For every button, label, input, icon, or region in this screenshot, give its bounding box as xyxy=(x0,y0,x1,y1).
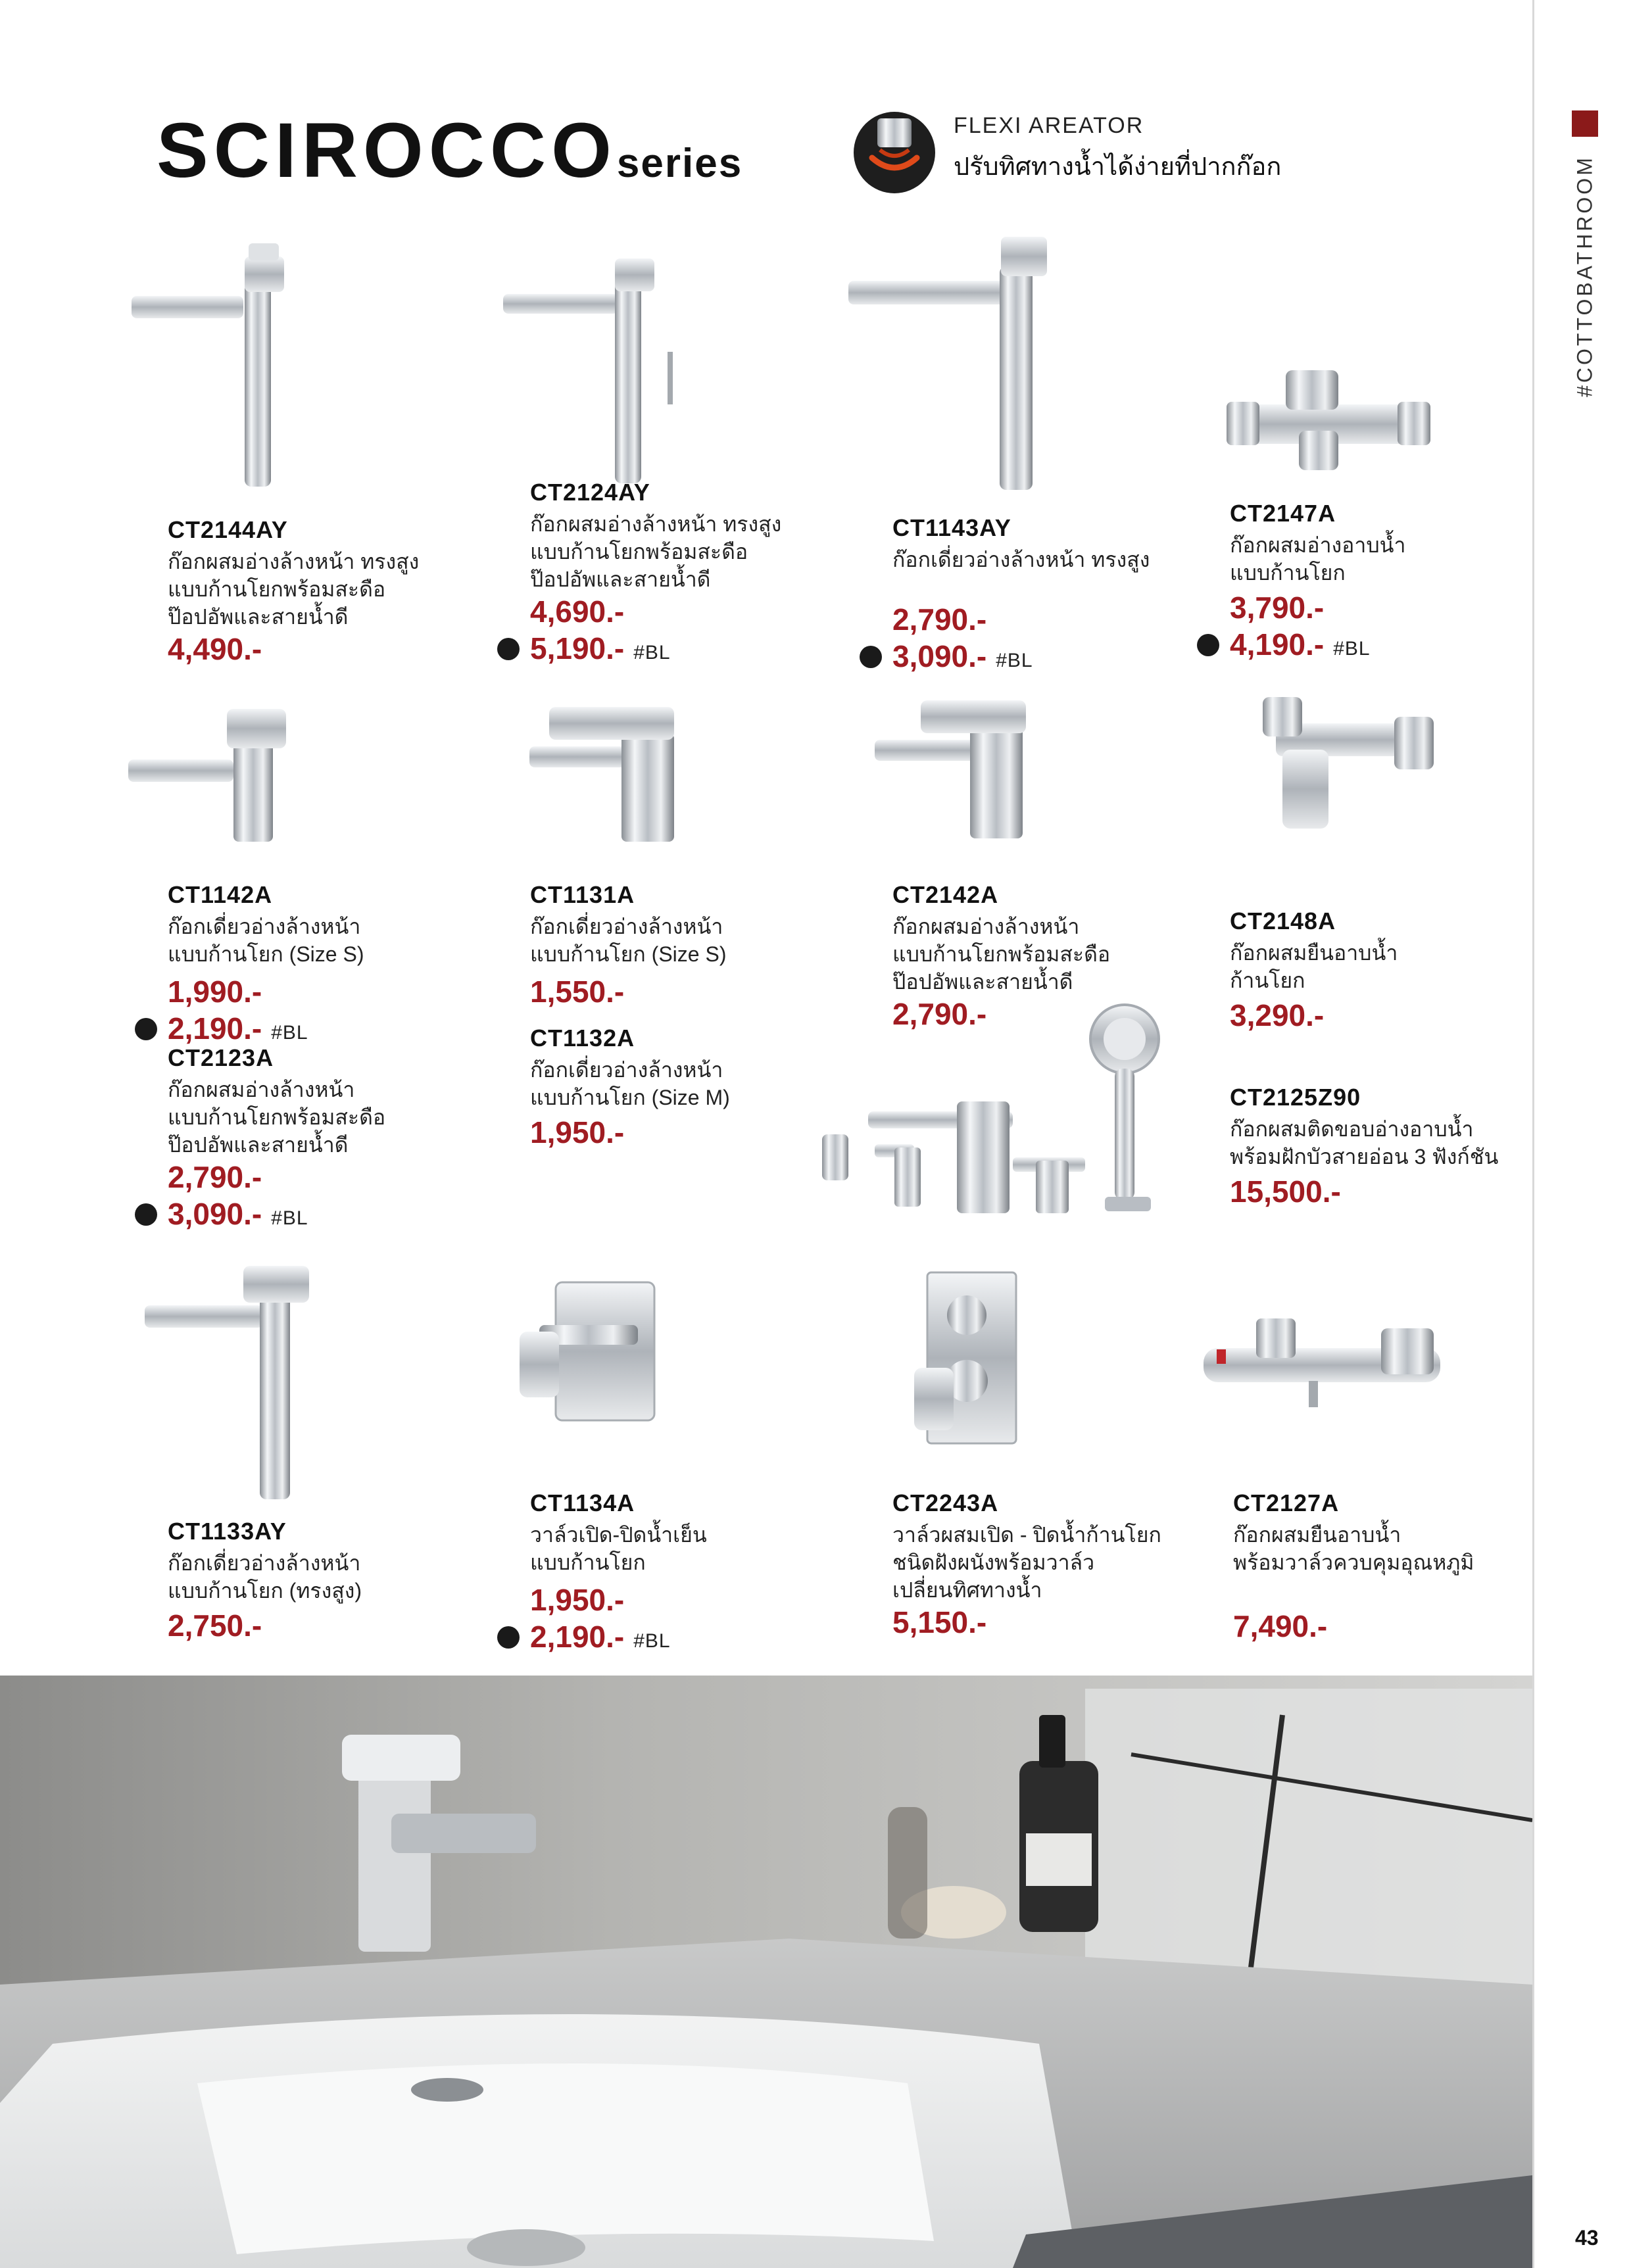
faucet-ct1133ay-image xyxy=(145,1266,316,1503)
product-price: 2,790.- xyxy=(892,602,987,637)
product-description xyxy=(168,1076,385,1159)
product-ct2125z90 xyxy=(1230,1084,1498,1210)
valve-ct1134a-image xyxy=(520,1279,658,1424)
product-description xyxy=(1233,1521,1474,1576)
black-finish-dot xyxy=(135,1203,157,1226)
series-suffix: series xyxy=(616,141,743,186)
product-description xyxy=(530,1521,707,1576)
desc-line: ก๊อกผสมอ่างล้างหน้า xyxy=(892,915,1080,938)
black-finish-dot xyxy=(497,1626,520,1649)
faucet-ct1131a-image xyxy=(529,707,687,848)
desc-line: ก๊อกเดี่ยวอ่างล้างหน้า ทรงสูง xyxy=(892,548,1150,571)
desc-line: ป๊อปอัพและสายน้ำดี xyxy=(530,567,711,591)
desc-line: ก๊อกเดี่ยวอ่างล้างหน้า xyxy=(168,915,361,938)
faucet-ct2144ay-image xyxy=(125,243,316,493)
product-code: CT2147A xyxy=(1230,500,1336,527)
product-code: CT1132A xyxy=(530,1025,635,1051)
product-price: 1,950.- xyxy=(530,1115,625,1149)
desc-line: แบบก้านโยกพร้อมสะดือ xyxy=(892,942,1111,966)
product-code: CT2142A xyxy=(892,881,999,908)
product-ct2147a xyxy=(1230,500,1406,667)
price-bl-value: 3,090.- xyxy=(168,1197,262,1231)
faucet-ct2125z90-image xyxy=(816,1003,1184,1220)
black-finish-dot xyxy=(497,638,520,660)
desc-line: ก๊อกผสมติดขอบอ่างอาบน้ำ xyxy=(1230,1117,1474,1141)
product-price-black xyxy=(530,1618,707,1660)
product-ct1133ay xyxy=(168,1518,362,1644)
desc-line: แบบก้านโยก (ทรงสูง) xyxy=(168,1579,362,1603)
product-description xyxy=(530,510,781,593)
desc-line: แบบก้านโยก (Size M) xyxy=(530,1086,730,1109)
product-code: CT2144AY xyxy=(168,516,288,543)
product-price: 7,490.- xyxy=(1233,1609,1328,1643)
faucet-ct2147a-image xyxy=(1227,365,1430,480)
product-description xyxy=(1230,531,1406,587)
desc-line: ก๊อกผสมอ่างล้างหน้า ทรงสูง xyxy=(530,512,782,536)
product-price: 15,500.- xyxy=(1230,1174,1341,1209)
aerator-icon xyxy=(854,112,935,193)
product-description xyxy=(530,913,726,968)
product-ct1134a xyxy=(530,1489,707,1660)
product-code: CT2124AY xyxy=(530,479,650,506)
valve-ct2243a-image xyxy=(914,1269,1019,1447)
product-ct1131a xyxy=(530,881,726,1010)
desc-line: ก๊อกผสมอ่างอาบน้ำ xyxy=(1230,533,1406,557)
thermostatic-ct2127a-image xyxy=(1204,1315,1447,1414)
product-ct2148a xyxy=(1230,907,1398,1034)
page-margin-rule xyxy=(1532,0,1534,2268)
product-price: 3,290.- xyxy=(1230,998,1325,1032)
product-ct2243a xyxy=(892,1489,1161,1641)
aerator-description: ปรับทิศทางน้ำได้ง่ายที่ปากก๊อก xyxy=(954,153,1282,181)
price-bl-value: 3,090.- xyxy=(892,639,987,673)
product-price: 4,490.- xyxy=(168,632,262,666)
faucet-ct2148a-image xyxy=(1263,697,1434,842)
bl-tag: #BL xyxy=(271,1207,308,1229)
product-description xyxy=(168,913,364,968)
product-description xyxy=(892,1521,1161,1604)
desc-line: ป๊อปอัพและสายน้ำดี xyxy=(892,970,1073,994)
product-description xyxy=(892,913,1110,996)
desc-line: แบบก้านโยก xyxy=(530,1551,646,1574)
desc-line: ก๊อกเดี่ยวอ่างล้างหน้า xyxy=(530,1058,723,1082)
product-description xyxy=(168,548,419,631)
bl-tag: #BL xyxy=(633,1630,671,1652)
product-price: 2,790.- xyxy=(168,1160,262,1194)
product-price-black xyxy=(530,630,781,671)
product-code: CT2243A xyxy=(892,1489,999,1516)
desc-line: เปลี่ยนทิศทางน้ำ xyxy=(892,1578,1042,1602)
product-ct2124ay xyxy=(530,479,781,671)
bl-tag: #BL xyxy=(996,650,1033,671)
black-finish-dot xyxy=(135,1018,157,1040)
black-finish-dot xyxy=(860,646,882,668)
product-code: CT1131A xyxy=(530,881,635,908)
product-code: CT1142A xyxy=(168,881,273,908)
desc-line: แบบก้านโยกพร้อมสะดือ xyxy=(168,1105,386,1129)
price-bl-value: 2,190.- xyxy=(168,1011,262,1046)
desc-line: ก้านโยก xyxy=(1230,969,1305,992)
hashtag-text: #COTTOBATHROOM xyxy=(1572,155,1597,397)
page-number: 43 xyxy=(1575,2226,1599,2250)
faucet-ct2124ay-image xyxy=(497,253,694,490)
product-ct1143ay xyxy=(892,514,1150,679)
bl-tag: #BL xyxy=(271,1022,308,1044)
desc-line: แบบก้านโยกพร้อมสะดือ xyxy=(168,577,386,601)
product-price: 3,790.- xyxy=(1230,591,1325,625)
desc-line: แบบก้านโยก (Size S) xyxy=(530,942,727,966)
product-price: 1,990.- xyxy=(168,975,262,1009)
product-code: CT2148A xyxy=(1230,907,1336,934)
hashtag-vertical xyxy=(1552,155,1618,397)
product-description xyxy=(892,546,1150,573)
desc-line: ก๊อกเดี่ยวอ่างล้างหน้า xyxy=(168,1551,361,1575)
product-price: 4,690.- xyxy=(530,594,625,629)
product-code: CT1133AY xyxy=(168,1518,287,1545)
product-ct2127a xyxy=(1233,1489,1474,1645)
product-price: 2,750.- xyxy=(168,1608,262,1643)
desc-line: ก๊อกเดี่ยวอ่างล้างหน้า xyxy=(530,915,723,938)
brand-square xyxy=(1572,110,1598,137)
product-code: CT2125Z90 xyxy=(1230,1084,1361,1111)
product-code: CT2127A xyxy=(1233,1489,1340,1516)
faucet-ct1143ay-image xyxy=(842,233,1059,496)
product-ct2144ay xyxy=(168,516,419,667)
desc-line: วาล์วเปิด-ปิดน้ำเย็น xyxy=(530,1523,707,1547)
desc-line: ก๊อกผสมยืนอาบน้ำ xyxy=(1230,941,1398,965)
product-description xyxy=(168,1549,362,1604)
desc-line: แบบก้านโยกพร้อมสะดือ xyxy=(530,540,748,564)
price-bl-value: 2,190.- xyxy=(530,1620,625,1654)
desc-line: แบบก้านโยก xyxy=(1230,561,1346,585)
product-description xyxy=(1230,939,1398,994)
desc-line: ป๊อปอัพและสายน้ำดี xyxy=(168,605,349,629)
lifestyle-photo xyxy=(0,1676,1532,2268)
product-price: 1,550.- xyxy=(530,975,625,1009)
product-description xyxy=(530,1056,730,1111)
desc-line: พร้อมวาล์วควบคุมอุณหภูมิ xyxy=(1233,1551,1474,1574)
product-ct1132a xyxy=(530,1025,730,1151)
desc-line: ก๊อกผสมอ่างล้างหน้า xyxy=(168,1078,355,1101)
series-title xyxy=(157,107,743,194)
product-code: CT1143AY xyxy=(892,514,1011,541)
price-bl-value: 4,190.- xyxy=(1230,627,1325,662)
price-bl-value: 5,190.- xyxy=(530,631,625,665)
product-price-black xyxy=(892,638,1150,679)
product-price-black xyxy=(1230,626,1406,667)
faucet-ct2142a-image xyxy=(875,700,1039,845)
bl-tag: #BL xyxy=(1333,638,1371,660)
desc-line: พร้อมฝักบัวสายอ่อน 3 ฟังก์ชัน xyxy=(1230,1145,1499,1169)
desc-line: ก๊อกผสมอ่างล้างหน้า ทรงสูง xyxy=(168,550,420,573)
aerator-title: FLEXI AREATOR xyxy=(954,113,1144,138)
product-description xyxy=(1230,1115,1498,1170)
bl-tag: #BL xyxy=(633,642,671,664)
desc-line: ก๊อกผสมยืนอาบน้ำ xyxy=(1233,1523,1401,1547)
series-name: SCIROCCO xyxy=(157,107,617,194)
product-price: 5,150.- xyxy=(892,1605,987,1639)
product-code: CT2123A xyxy=(168,1044,274,1071)
product-ct1142a xyxy=(168,881,364,1051)
desc-line: วาล์วผสมเปิด - ปิดน้ำก้านโยก xyxy=(892,1523,1161,1547)
desc-line: ชนิดฝังผนังพร้อมวาล์ว xyxy=(892,1551,1095,1574)
product-code: CT1134A xyxy=(530,1489,635,1516)
desc-line: ป๊อปอัพและสายน้ำดี xyxy=(168,1133,349,1157)
product-price: 2,790.- xyxy=(892,997,987,1031)
desc-line: แบบก้านโยก (Size S) xyxy=(168,942,364,966)
black-finish-dot xyxy=(1197,634,1219,656)
faucet-ct1142a-image xyxy=(128,704,293,848)
product-price: 1,950.- xyxy=(530,1583,625,1617)
product-ct2123a xyxy=(168,1044,385,1237)
product-price-black xyxy=(168,1195,385,1237)
